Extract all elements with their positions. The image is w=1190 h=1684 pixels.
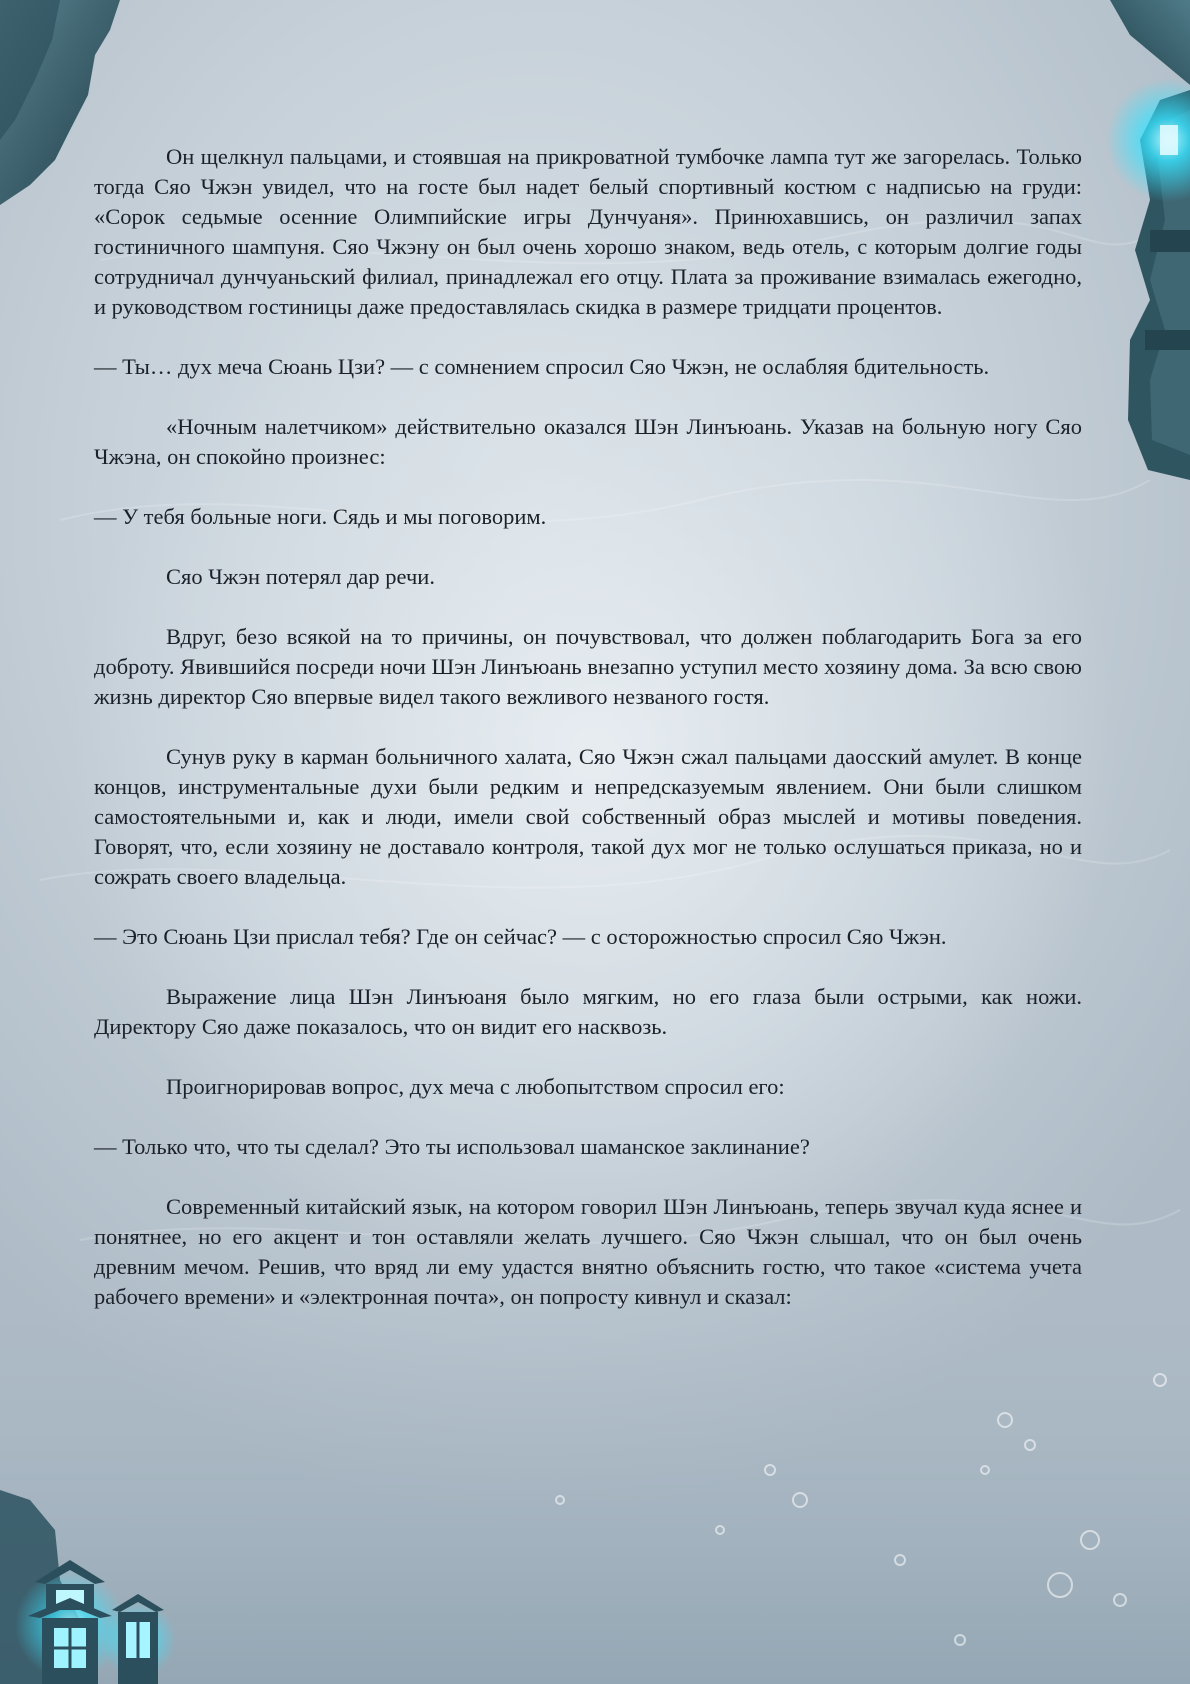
paragraph: Сяо Чжэн потерял дар речи. [166,564,435,589]
paragraph: Выражение лица Шэн Линъюаня было мягким, но его глаза были острыми, как ножи. Директору Сяо даже показалось, что он видит его насквозь. [94,984,1082,1039]
dialog-line: — Ты… дух меча Сюань Цзи? — с сомнением спросил Сяо Чжэн, не ослабляя бдительность. [94,354,990,379]
right-tower [1106,78,1190,480]
paragraph: Вдруг, безо всякой на то причины, он почувствовал, что должен поблагодарить Бога за его доброту. Явившийся посреди ночи Шэн Линъюань внезапно уступил место хозяину дома. За всю свою жизнь директор Сяо впервые видел такого вежливого незваного гостя. [94,624,1082,709]
paragraph: Современный китайский язык, на котором говорил Шэн Линъюань, теперь звучал куда яснее и понятнее, но его акцент и тон оставляли желать лучшего. Сяо Чжэн слышал, что он был очень древним мечом. Решив, что вряд ли ему удастся внятно объяснить гостю, что такое «система учета рабочего времени» и «электронная почта», он попросту кивнул и сказал: [94,1194,1082,1309]
dialog-line: — У тебя больные ноги. Сядь и мы поговорим. [94,504,547,529]
rock-top-right [1110,0,1190,85]
dialog-line: — Только что, что ты сделал? Это ты использовал шаманское заклинание? [94,1134,810,1159]
paragraph: Он щелкнул пальцами, и стоявшая на прикроватной тумбочке лампа тут же загорелась. Только тогда Сяо Чжэн увидел, что на госте был надет белый спортивный костюм с надписью на груди: «Сорок седьмые осенние Олимпийские игры Дунчуаня». Принюхавшись, он различил запах гостиничного шампуня. Сяо Чжэну он был очень хорошо знаком, ведь отель, с которым долгие годы сотрудничал дунчуаньский филиал, принадлежал его отцу. Плата за проживание взималась ежегодно, и руководством гостиницы даже предоставлялась скидка в размере тридцати процентов. [94,144,1082,319]
paragraph: «Ночным налетчиком» действительно оказался Шэн Линъюань. Указав на больную ногу Сяо Чжэна, он спокойно произнес: [94,414,1082,469]
dialog-line: — Это Сюань Цзи прислал тебя? Где он сейчас? — с осторожностью спросил Сяо Чжэн. [94,924,947,949]
body-text [94,142,1082,1342]
paragraph: Сунув руку в карман больничного халата, Сяо Чжэн сжал пальцами даосский амулет. В конце концов, инструментальные духи были редким и непредсказуемым явлением. Они были слишком самостоятельными и, как и люди, имели свой собственный образ мыслей и мотивы поведения. Говорят, что, если хозяину не доставало контроля, такой дух мог не только ослушаться приказа, но и сожрать своего владельца. [94,744,1082,889]
paragraph: Проигнорировав вопрос, дух меча с любопытством спросил его: [166,1074,785,1099]
